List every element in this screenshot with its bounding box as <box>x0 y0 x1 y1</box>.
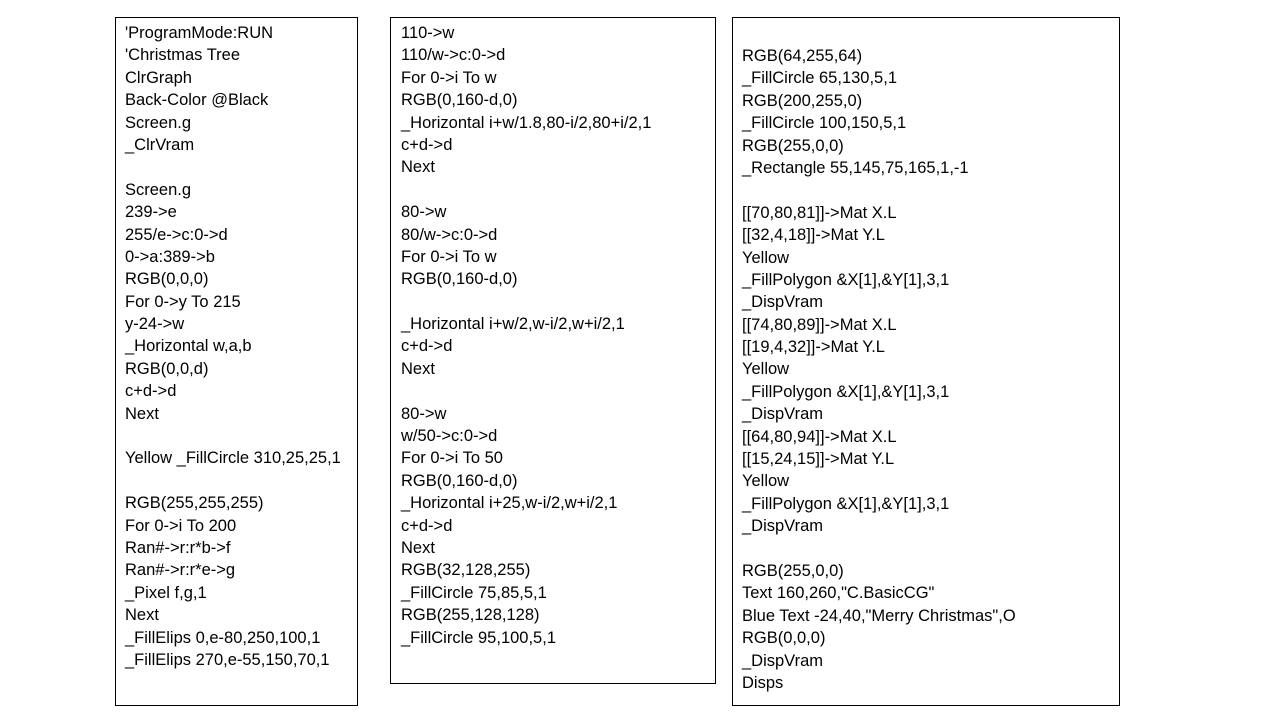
code-line: Next <box>125 606 159 625</box>
code-line: RGB(255,0,0) <box>742 561 844 580</box>
code-line: 239->e <box>125 203 177 222</box>
code-line: Blue Text -24,40,"Merry Christmas",O <box>742 606 1016 625</box>
code-line: For 0->i To 50 <box>401 449 503 468</box>
code-line: _Horizontal i+25,w-i/2,w+i/2,1 <box>401 494 618 513</box>
code-line: For 0->i To w <box>401 68 497 87</box>
code-line: _DispVram <box>742 651 823 670</box>
code-line: [[64,80,94]]->Mat X.L <box>742 427 897 446</box>
code-line <box>125 470 357 492</box>
code-line <box>125 156 357 178</box>
code-line: _FillCircle 95,100,5,1 <box>401 628 556 647</box>
code-line: RGB(0,160-d,0) <box>401 270 518 289</box>
code-line: 'ProgramMode:RUN <box>125 24 274 42</box>
code-line: [[74,80,89]]->Mat X.L <box>742 315 897 334</box>
code-line: [[15,24,15]]->Mat Y.L <box>742 450 895 469</box>
code-line: Screen.g <box>125 113 192 132</box>
code-line: 80->w <box>401 404 447 423</box>
code-line: c+d->d <box>401 135 453 154</box>
code-line: Yellow _FillCircle 310,25,25,1 <box>125 449 341 468</box>
code-line: c+d->d <box>401 516 453 535</box>
code-line: _Horizontal i+w/1.8,80-i/2,80+i/2,1 <box>401 113 652 132</box>
code-line: _FillCircle 75,85,5,1 <box>401 583 547 602</box>
code-line: _FillElips 0,e-80,250,100,1 <box>125 628 321 647</box>
code-line: RGB(32,128,255) <box>401 561 531 580</box>
code-line: For 0->y To 215 <box>125 292 241 311</box>
code-line: RGB(255,0,0) <box>742 136 844 155</box>
code-line: 110->w <box>401 24 455 42</box>
code-line: For 0->i To 200 <box>125 516 237 535</box>
code-line: _FillPolygon &X[1],&Y[1],3,1 <box>742 270 950 289</box>
code-line: Next <box>401 359 435 378</box>
code-line: _Rectangle 55,145,75,165,1,-1 <box>742 158 969 177</box>
code-line <box>742 179 1119 201</box>
code-line: Next <box>401 158 435 177</box>
code-line: RGB(255,255,255) <box>125 494 264 513</box>
code-line: RGB(200,255,0) <box>742 91 863 110</box>
code-line: _Horizontal w,a,b <box>125 337 252 356</box>
code-line: _FillPolygon &X[1],&Y[1],3,1 <box>742 382 950 401</box>
code-line: c+d->d <box>125 382 177 401</box>
code-line: Text 160,260,"C.BasicCG" <box>742 584 935 603</box>
code-line: _DispVram <box>742 293 823 312</box>
code-line <box>125 425 357 447</box>
code-line: _FillCircle 65,130,5,1 <box>742 69 897 88</box>
code-line: ClrGraph <box>125 68 192 87</box>
code-line: _FillElips 270,e-55,150,70,1 <box>125 650 330 669</box>
code-line <box>401 291 715 313</box>
code-line: Ran#->r:r*e->g <box>125 561 236 580</box>
code-line: 110/w->c:0->d <box>401 46 506 65</box>
code-line: RGB(0,160-d,0) <box>401 471 518 490</box>
code-line: _DispVram <box>742 405 823 424</box>
code-line: 80/w->c:0->d <box>401 225 498 244</box>
code-line: Next <box>401 538 435 557</box>
code-line: _FillCircle 100,150,5,1 <box>742 114 907 133</box>
code-line: Yellow <box>742 248 790 267</box>
code-line: _Pixel f,g,1 <box>125 583 207 602</box>
code-line: 'Christmas Tree <box>125 46 241 65</box>
code-line: Disps <box>742 673 784 692</box>
code-line: _FillPolygon &X[1],&Y[1],3,1 <box>742 494 950 513</box>
code-panel-3 <box>732 17 1120 706</box>
code-line: RGB(0,0,d) <box>125 359 209 378</box>
code-line: _Horizontal i+w/2,w-i/2,w+i/2,1 <box>401 315 625 334</box>
code-line: Screen.g <box>125 180 192 199</box>
code-line: RGB(0,0,0) <box>125 270 209 289</box>
code-line: 0->a:389->b <box>125 247 215 266</box>
code-line: Yellow <box>742 472 790 491</box>
code-line: 80->w <box>401 203 447 222</box>
code-line: [[70,80,81]]->Mat X.L <box>742 203 897 222</box>
code-line: RGB(255,128,128) <box>401 606 540 625</box>
code-line: 255/e->c:0->d <box>125 225 228 244</box>
code-line: c+d->d <box>401 337 453 356</box>
code-line: Next <box>125 404 159 423</box>
code-panel-1 <box>115 17 358 706</box>
code-panel-2 <box>390 17 716 684</box>
code-line: w/50->c:0->d <box>401 427 498 446</box>
code-line: _ClrVram <box>125 135 195 154</box>
code-line: RGB(0,160-d,0) <box>401 91 518 110</box>
code-line: [[32,4,18]]->Mat Y.L <box>742 226 885 245</box>
code-line: Yellow <box>742 360 790 379</box>
code-line <box>742 538 1119 560</box>
code-line: y-24->w <box>125 315 185 334</box>
code-line: For 0->i To w <box>401 247 497 266</box>
code-line <box>401 179 715 201</box>
code-line: RGB(64,255,64) <box>742 47 863 65</box>
code-line: _DispVram <box>742 517 823 536</box>
code-line: RGB(0,0,0) <box>742 629 826 648</box>
code-line: Ran#->r:r*b->f <box>125 538 231 557</box>
code-line: Back-Color @Black <box>125 91 269 110</box>
code-line: [[19,4,32]]->Mat Y.L <box>742 338 885 357</box>
code-line <box>401 380 715 402</box>
